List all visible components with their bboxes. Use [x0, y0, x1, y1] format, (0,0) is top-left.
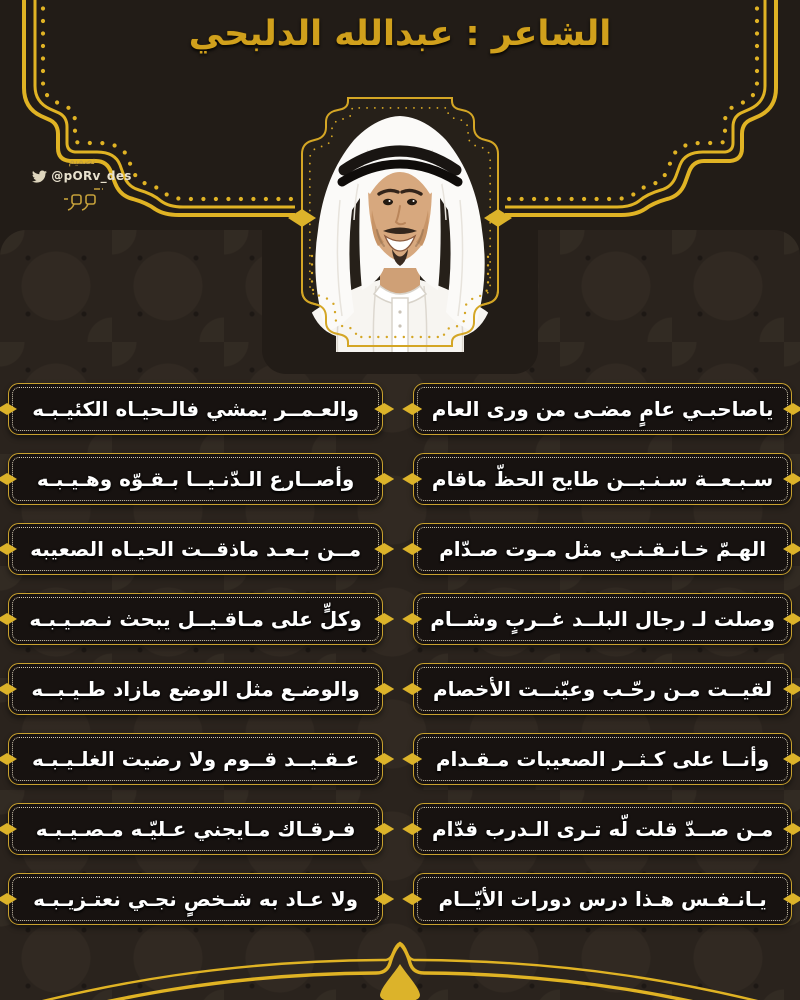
verse-text: مـن صــدّ قلت لّه تـرى الـدرب قدّام	[431, 817, 774, 841]
quotes-logo-icon	[60, 187, 104, 213]
verse-text: وكلٍّ على مـاقـيــل يبحث نـصـيـبـه	[29, 607, 362, 631]
verse-text: مــن بـعـد ماذقــت الحيـاه الصعيبه	[30, 537, 362, 561]
verse-text: فـرقـاك مـايجني عـليّـه مـصـيـبـه	[35, 817, 356, 841]
designer-label: تصميم	[68, 156, 96, 167]
verse-box	[413, 803, 792, 855]
verse-box	[413, 733, 792, 785]
verse-box	[8, 383, 383, 435]
verse-box	[413, 663, 792, 715]
verse-text: وأنــا على كـثــر الصعيبات مـقـدام	[435, 747, 770, 771]
diamond-ornament	[374, 893, 394, 905]
diamond-ornament	[402, 543, 422, 555]
diamond-ornament	[374, 403, 394, 415]
diamond-ornament	[374, 683, 394, 695]
verse-box	[8, 873, 383, 925]
verse-text: والعـمــر يمشي فالـحيـاه الكئيـبـه	[32, 397, 360, 421]
verse-text: لقيــت مـن رحّـب وعيّنــت الأخصام	[433, 677, 773, 701]
verse-text: وأصــارع الـدّنـيــا بـقـوّه وهـيـبـه	[36, 467, 355, 491]
verse-text: والوضـع مثل الوضع مازاد طـيـبــه	[31, 677, 360, 701]
diamond-ornament	[374, 473, 394, 485]
verse-text: يـانـفـس هـذا درس دورات الأيّــام	[438, 887, 767, 911]
diamond-ornament	[374, 823, 394, 835]
diamond-ornament	[374, 543, 394, 555]
verse-text: ياصاحبـي عامٍ مضـى من ورى العام	[431, 397, 774, 421]
designer-watermark	[18, 156, 146, 217]
verse-box	[8, 663, 383, 715]
verse-box	[8, 593, 383, 645]
verse-box	[413, 873, 792, 925]
poem-verses	[8, 383, 792, 925]
diamond-ornament	[402, 893, 422, 905]
verse-text: عـقـيــد قــوم ولا رضيت الغلـيـبـه	[32, 747, 360, 771]
page-title: الشاعر : عبدالله الدلبحي	[188, 14, 612, 54]
verse-text: وصلت لـ رجال البلــد غــربٍ وشــام	[430, 607, 775, 631]
verse-box	[413, 523, 792, 575]
verse-box	[8, 453, 383, 505]
diamond-ornament	[374, 753, 394, 765]
verse-box	[413, 593, 792, 645]
verse-box	[8, 523, 383, 575]
twitter-bird-icon	[32, 170, 47, 183]
verse-box	[413, 383, 792, 435]
twitter-handle: @pORv_des	[51, 169, 132, 183]
verse-box	[8, 733, 383, 785]
verse-text: سـبـعــة سـنـيــن طايح الحظّ ماقام	[431, 467, 774, 491]
verse-text: الهـمّ خـانـقـنـي مثل مـوت صـدّام	[439, 537, 767, 561]
poet-photo	[280, 80, 520, 370]
verse-text: ولا عـاد به شـخصٍ نجـي نعتـزيـبـه	[33, 887, 359, 911]
verse-box	[8, 803, 383, 855]
verse-box	[413, 453, 792, 505]
